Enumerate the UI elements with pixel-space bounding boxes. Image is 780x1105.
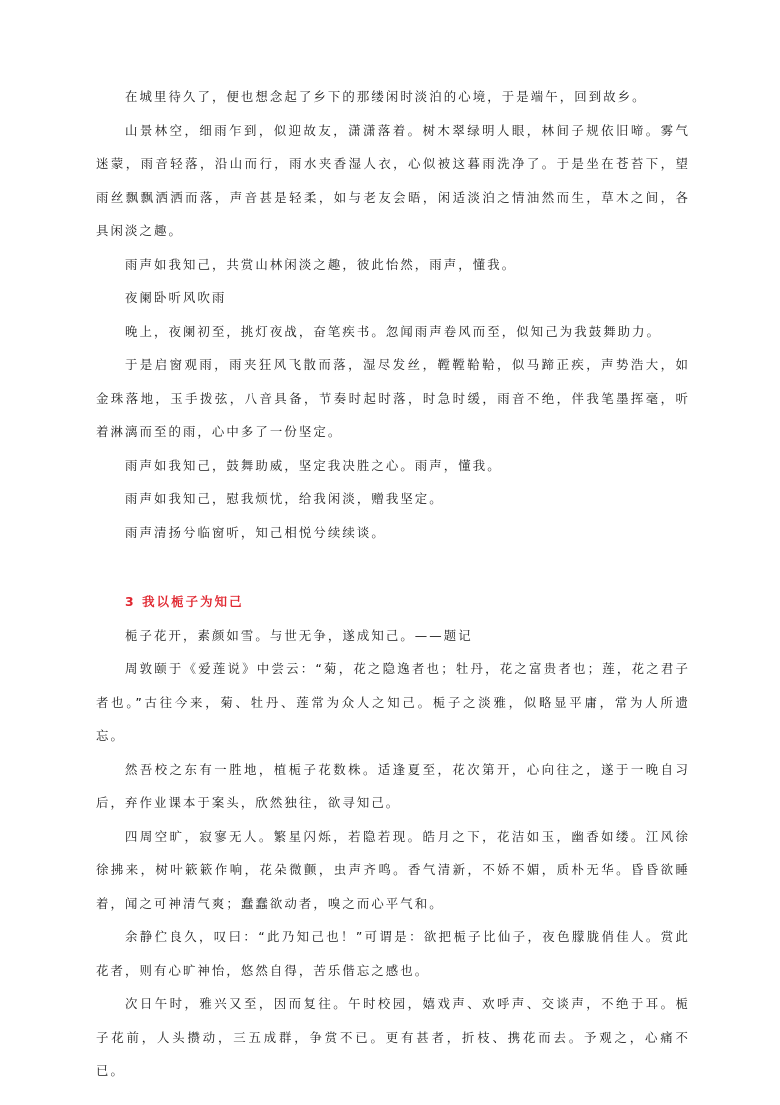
epigraph: 栀子花开，素颜如雪。与世无争，遂成知己。——题记: [125, 627, 473, 643]
paragraph: 山景林空，细雨乍到，似迎故友，潇潇落着。树木翠绿明人眼，林间子规依旧啼。雾气迷蒙，雨音轻落，沿山而行，雨水夹香湿人衣，心似被这暮雨洗净了。于是坐在苍苔下，望雨丝飘飘洒洒而落，声音甚是轻柔，如与老友会晤，闲适淡泊之情油然而生，草木之间，各具闲淡之趣。: [96, 122, 690, 238]
paragraph: 周敦颐于《爱莲说》中尝云：“菊，花之隐逸者也；牡丹，花之富贵者也；莲，花之君子者也。”古往今来，菊、牡丹、莲常为众人之知己。栀子之淡雅，似略显平庸，常为人所遗忘。: [96, 661, 690, 743]
paragraph: 雨声如我知己，慰我烦忧，给我闲淡，赠我坚定。: [125, 491, 444, 506]
paragraph: 于是启窗观雨，雨夹狂风飞散而落，湿尽发丝，鞺鞺鞈鞈，似马蹄正疾，声势浩大，如金珠落地，玉手拨弦，八音具备，节奏时起时落，时急时缓，雨音不绝，伴我笔墨挥毫，听着淋漓而至的雨，心中多了一份坚定。: [96, 357, 690, 439]
paragraph: 雨声如我知己，鼓舞助威，坚定我决胜之心。雨声，懂我。: [125, 457, 502, 473]
paragraph: 晚上，夜阑初至，挑灯夜战，奋笔疾书。忽闻雨声卷风而至，似知己为我鼓舞助力。: [125, 323, 662, 339]
document-page: [96, 80, 690, 1088]
paragraph: 雨声如我知己，共赏山林闲淡之趣，彼此怡然，雨声，懂我。: [125, 256, 517, 272]
section-rain: [96, 80, 690, 549]
paragraph: 余静伫良久，叹曰：“此乃知己也！”可谓是：欲把栀子比仙子，夜色朦胧俏佳人。赏此花者，则有心旷神怡，悠然自得，苦乐偕忘之感也。: [96, 929, 690, 978]
paragraph: 然吾校之东有一胜地，植栀子花数株。适逢夏至，花次第开，心向往之，遂于一晚自习后，弃作业课本于案头，欣然独往，欲寻知己。: [96, 761, 690, 810]
paragraph: 四周空旷，寂寥无人。繁星闪烁，若隐若现。皓月之下，花洁如玉，幽香如缕。江风徐徐拂来，树叶簌簌作响，花朵微颤，虫声齐鸣。香气清新，不娇不媚，质朴无华。昏昏欲睡着，闻之可神清气爽；蠢蠢欲动者，嗅之而心平气和。: [96, 828, 690, 911]
section-gardenia: [96, 585, 690, 1088]
paragraph: 次日午时，雅兴又至，因而复往。午时校园，嬉戏声、欢呼声、交谈声，不绝于耳。栀子花前，人头攒动，三五成群，争赏不已。更有甚者，折枝、携花而去。予观之，心痛不已。: [96, 996, 690, 1078]
section-heading: 3 我以栀子为知己: [125, 594, 244, 609]
paragraph: 雨声清扬兮临窗听，知己相悦兮续续谈。: [125, 524, 386, 540]
paragraph: 在城里待久了，便也想念起了乡下的那缕闲时淡泊的心境，于是端午，回到故乡。: [125, 89, 647, 104]
subheading: 夜阑卧听风吹雨: [125, 290, 227, 305]
